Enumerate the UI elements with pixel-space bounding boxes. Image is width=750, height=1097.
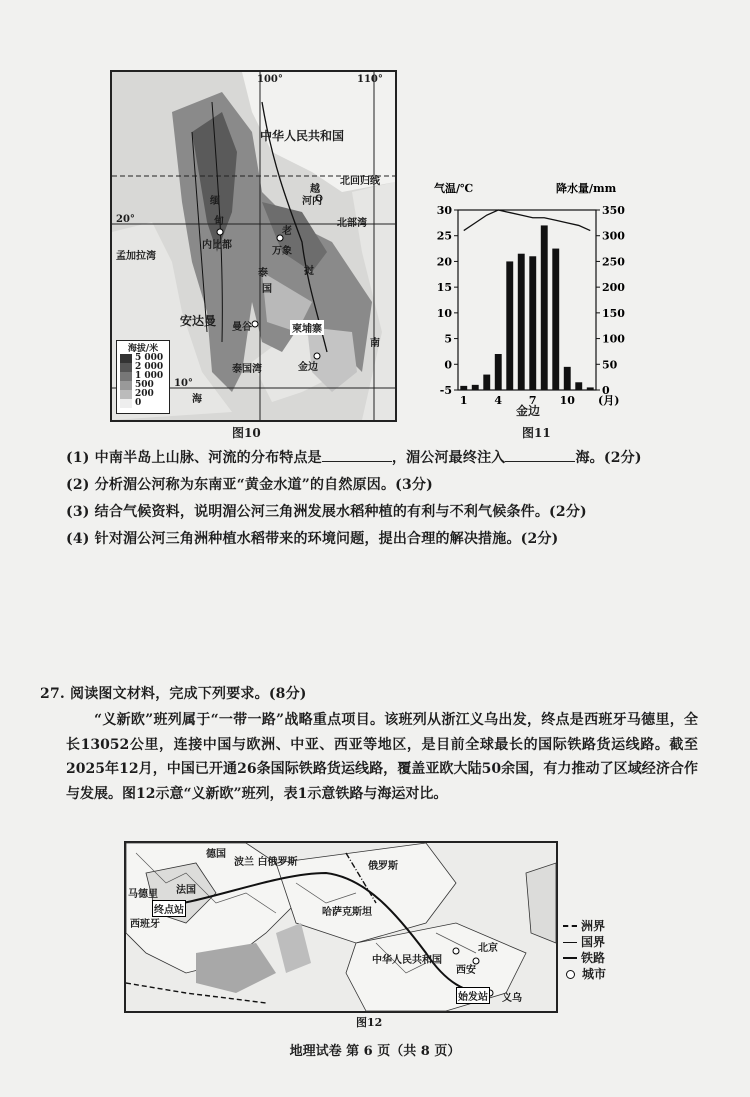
andaman-label: 安达曼 (180, 314, 217, 328)
right-tick-label: 100 (602, 332, 625, 346)
lon-100-label: 100° (257, 74, 283, 85)
china-label: 中华人民共和国 (260, 129, 345, 143)
left-tick-label: 10 (436, 306, 452, 320)
answer-blank-1[interactable] (322, 461, 392, 462)
left-tick-label: 25 (436, 229, 452, 243)
france-label: 法国 (176, 885, 196, 896)
figure-12-map (124, 841, 558, 1013)
figure-10-caption: 图10 (232, 426, 261, 440)
left-tick-label: 15 (436, 281, 452, 295)
precip-bar (506, 261, 513, 390)
precip-bar (529, 256, 536, 390)
precip-bar (483, 375, 490, 390)
right-tick-label: 50 (602, 358, 618, 372)
figure-12-caption: 图12 (356, 1016, 383, 1029)
spain-label: 西班牙 (130, 919, 160, 930)
answer-blank-2[interactable] (505, 461, 575, 462)
elevation-legend (116, 340, 170, 414)
terminal-label: 终点站 (152, 900, 186, 917)
question-2: (2) 分析湄公河称为东南亚“黄金水道”的自然原因。(3分) (66, 477, 433, 493)
right-tick-label: 300 (602, 229, 625, 243)
question-1 (66, 447, 642, 467)
right-tick-label: 250 (602, 255, 625, 269)
start-station-label: 始发站 (456, 987, 490, 1004)
myanmar-char1: 缅 (210, 196, 220, 207)
precip-bar (552, 249, 559, 390)
legend-2000: 2 000 (135, 362, 164, 372)
figure-11-caption: 图11 (522, 426, 551, 440)
russia-label: 俄罗斯 (368, 861, 398, 872)
left-tick-label: 20 (436, 255, 452, 269)
south-sea-label: 南 (370, 338, 380, 349)
lat-20-label: 20° (116, 214, 135, 225)
climate-chart-svg (420, 180, 625, 420)
laos-char2: 挝 (304, 266, 314, 277)
vientiane-label: 万象 (272, 246, 292, 257)
phnompenh-label: 金边 (298, 362, 318, 373)
page-footer: 地理试卷 第 6 页（共 8 页） (289, 1044, 461, 1059)
legend-continent-boundary: 洲界 (563, 918, 606, 934)
beijing-label: 北京 (478, 943, 498, 954)
gulf-thailand-label: 泰国湾 (232, 364, 262, 375)
tropic-label: 北回归线 (340, 176, 380, 187)
ylabel-right: 降水量/mm (556, 182, 617, 195)
precip-bar (495, 354, 502, 390)
kazakhstan-label: 哈萨克斯坦 (322, 907, 372, 918)
right-tick-label: 150 (602, 306, 625, 320)
legend-city: 城市 (563, 966, 606, 982)
question-3: (3) 结合气候资料，说明湄公河三角洲发展水稻种植的有利与不利气候条件。(2分) (66, 504, 587, 520)
left-tick-label: 0 (444, 358, 452, 372)
yiwu-label: 义乌 (502, 993, 522, 1004)
left-tick-label: 5 (444, 332, 452, 346)
legend-500: 500 (135, 380, 154, 390)
precip-bar (575, 382, 582, 390)
temperature-line (464, 210, 591, 231)
right-tick-label: 200 (602, 281, 625, 295)
germany-label: 德国 (206, 849, 226, 860)
poland-belarus-label: 波兰 白俄罗斯 (234, 857, 298, 868)
x-tick-label: 1 (459, 394, 468, 407)
precip-bar (472, 385, 479, 390)
question-27-title: 27. 阅读图文材料，完成下列要求。(8分) (40, 686, 307, 702)
precip-bar (564, 367, 571, 390)
myanmar-char2: 甸 (214, 216, 224, 227)
legend-railway: 铁路 (563, 950, 606, 966)
legend-national-boundary: 国界 (563, 934, 606, 950)
andaman-sea-label: 海 (192, 394, 202, 405)
ylabel-left: 气温/℃ (434, 182, 474, 195)
lon-110-label: 110° (357, 74, 383, 85)
x-tick-label: 10 (559, 394, 575, 407)
thailand-char1: 泰 (258, 268, 268, 279)
route-map-svg (126, 843, 556, 1011)
question-1-part-b: ，湄公河最终注入 (391, 450, 506, 466)
question-4: (4) 针对湄公河三角洲种植水稻带来的环境问题，提出合理的解决措施。(2分) (66, 531, 559, 547)
vietnam-char: 越 (310, 184, 320, 195)
bay-bengal-label: 孟加拉湾 (116, 251, 156, 262)
x-tick-label: 7 (528, 394, 537, 407)
legend-200: 200 (135, 389, 154, 399)
figure-10-map (110, 70, 397, 422)
left-tick-label: 30 (436, 204, 452, 217)
question-27-paragraph: “义新欧”班列属于“一带一路”战略重点项目。该班列从浙江义乌出发，终点是西班牙马德里，全长13052公里，连接中国与欧洲、中亚、西亚等地区，是目前全球最长的国际铁路货运线路。截至2025年12月，中国已开通26条国际铁路货运线路，覆盖亚欧大陆50余国，有力推动了区域经济合作与发展。图12示意“义新欧”班列，表1示意铁路与海运对比。 (66, 712, 698, 802)
precip-bar (460, 386, 467, 390)
legend-1000: 1 000 (135, 371, 164, 381)
naypyidaw-label: 内比都 (202, 240, 232, 251)
legend-5000: 5 000 (135, 353, 164, 363)
precip-bar (518, 254, 525, 390)
question-1-part-a: (1) 中南半岛上山脉、河流的分布特点是 (66, 450, 322, 466)
hanoi-label: 河内 (302, 196, 322, 207)
china-label: 中华人民共和国 (372, 955, 442, 966)
bangkok-label: 曼谷 (232, 322, 252, 333)
thailand-char2: 国 (262, 284, 272, 295)
cambodia-label: 柬埔寨 (290, 320, 324, 335)
figure-11-chart (420, 180, 625, 420)
laos-char1: 老 (282, 226, 292, 237)
madrid-label: 马德里 (128, 889, 158, 900)
right-tick-label: 350 (602, 204, 625, 217)
xian-label: 西安 (456, 965, 476, 976)
station-label: 金边 (516, 404, 541, 418)
left-tick-label: -5 (439, 384, 452, 397)
figure-12-legend (563, 918, 606, 982)
x-tick-label: 4 (494, 394, 503, 407)
right-tick-label: 0 (602, 384, 610, 397)
question-1-part-c: 海。(2分) (575, 450, 642, 466)
precip-bar (541, 225, 548, 390)
lat-10-label: 10° (174, 378, 193, 389)
plot-frame (458, 210, 596, 390)
gulf-tonkin-label: 北部湾 (337, 218, 367, 229)
x-unit-label: (月) (598, 394, 620, 407)
legend-0: 0 (135, 398, 142, 408)
elevation-legend-title: 海拔/米 (127, 344, 159, 354)
precip-bar (587, 387, 594, 390)
